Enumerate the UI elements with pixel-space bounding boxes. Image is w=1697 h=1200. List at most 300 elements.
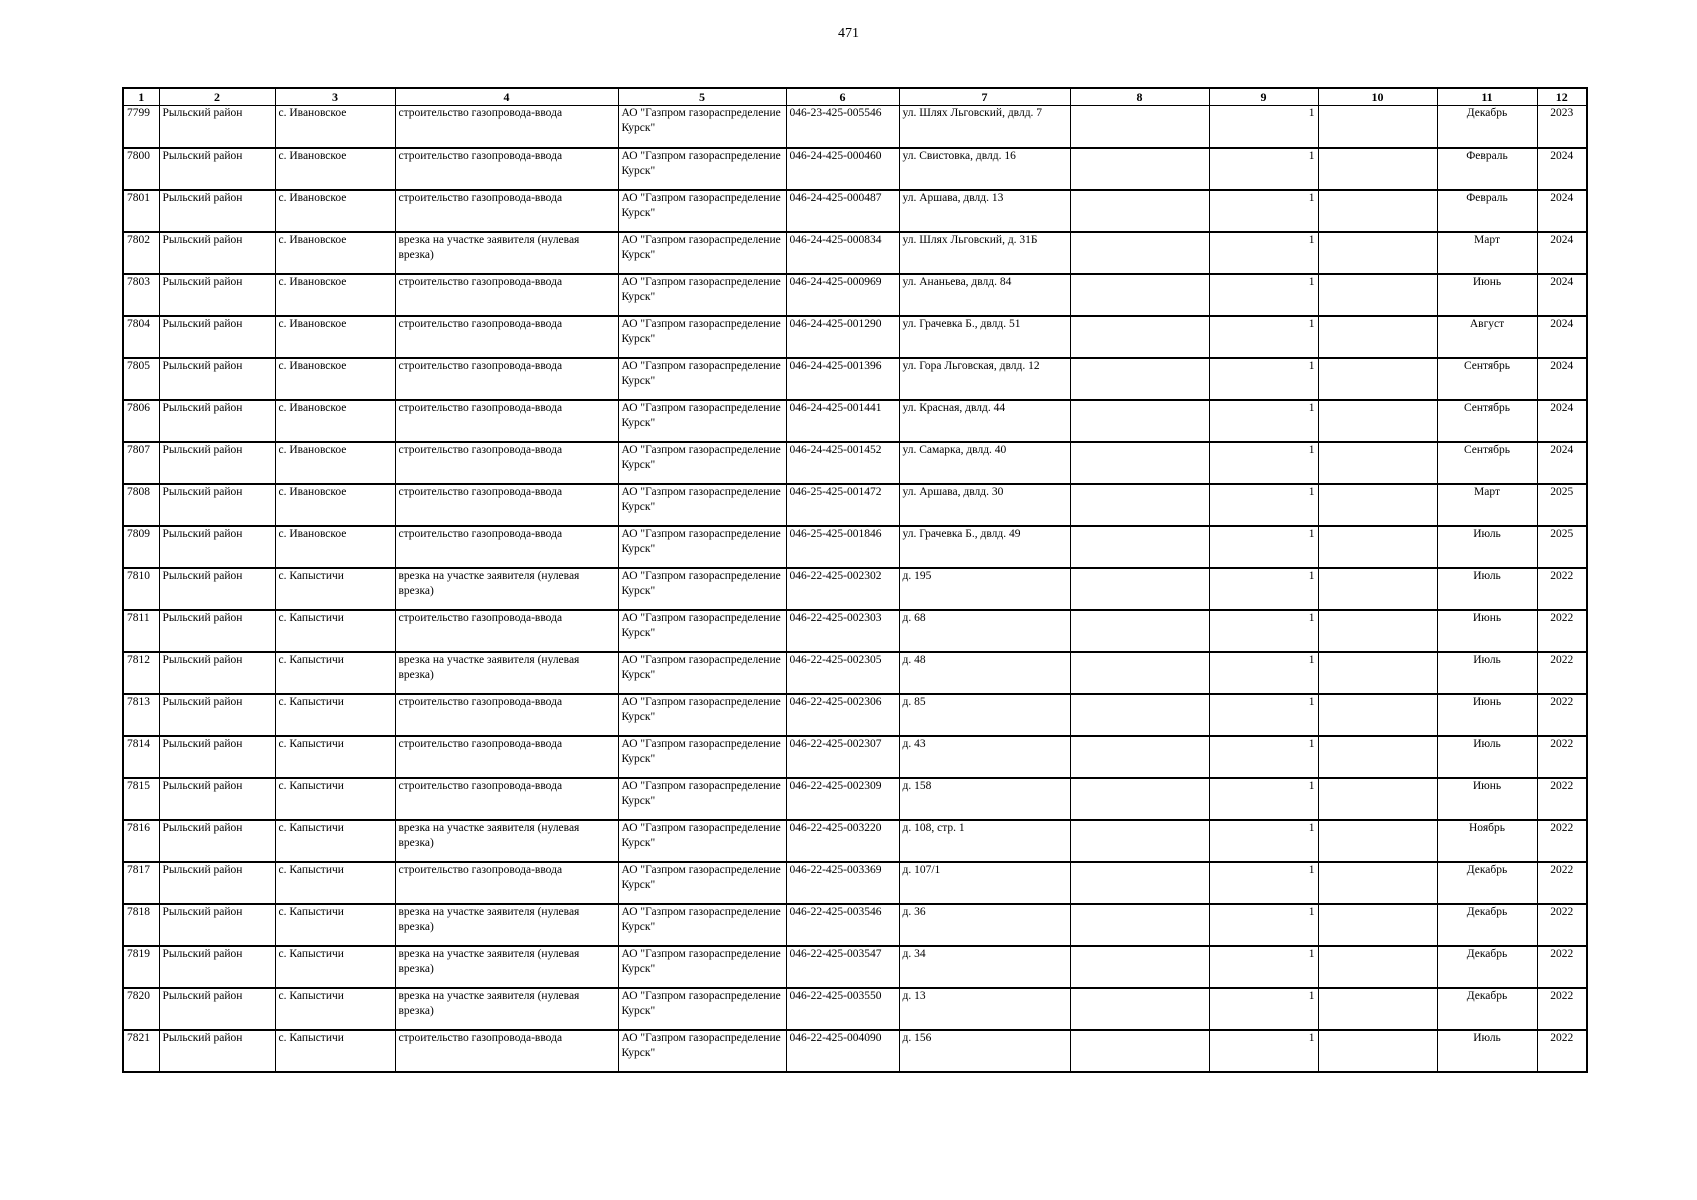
code-cell: 046-22-425-003369 xyxy=(786,862,899,904)
code-cell: 046-22-425-002303 xyxy=(786,610,899,652)
month-cell: Сентябрь xyxy=(1437,442,1537,484)
table-row xyxy=(123,904,1587,946)
column-header: 1 xyxy=(123,88,159,106)
organization-cell: АО "Газпром газораспределение Курск" xyxy=(618,274,786,316)
village-cell: с. Капыстичи xyxy=(275,736,395,778)
quantity-cell: 1 xyxy=(1209,358,1318,400)
table-row xyxy=(123,610,1587,652)
column-8-cell xyxy=(1070,274,1209,316)
work-type-cell: врезка на участке заявителя (нулевая врезка) xyxy=(395,988,618,1030)
table-row xyxy=(123,988,1587,1030)
table-row xyxy=(123,1030,1587,1072)
village-cell: с. Капыстичи xyxy=(275,694,395,736)
village-cell: с. Ивановское xyxy=(275,190,395,232)
table-row xyxy=(123,946,1587,988)
code-cell: 046-24-425-000834 xyxy=(786,232,899,274)
table-row xyxy=(123,820,1587,862)
month-cell: Июль xyxy=(1437,736,1537,778)
year-cell: 2024 xyxy=(1537,274,1587,316)
month-cell: Декабрь xyxy=(1437,106,1537,148)
table-row xyxy=(123,106,1587,148)
column-8-cell xyxy=(1070,1030,1209,1072)
month-cell: Февраль xyxy=(1437,148,1537,190)
table-row xyxy=(123,232,1587,274)
column-10-cell xyxy=(1318,232,1437,274)
row-number: 7803 xyxy=(123,274,159,316)
column-10-cell xyxy=(1318,862,1437,904)
year-cell: 2022 xyxy=(1537,1030,1587,1072)
district-cell: Рыльский район xyxy=(159,358,275,400)
month-cell: Сентябрь xyxy=(1437,400,1537,442)
year-cell: 2022 xyxy=(1537,694,1587,736)
register-table xyxy=(122,87,1588,1073)
column-8-cell xyxy=(1070,988,1209,1030)
column-header: 12 xyxy=(1537,88,1587,106)
column-8-cell xyxy=(1070,904,1209,946)
column-8-cell xyxy=(1070,442,1209,484)
year-cell: 2024 xyxy=(1537,316,1587,358)
code-cell: 046-22-425-003546 xyxy=(786,904,899,946)
month-cell: Март xyxy=(1437,484,1537,526)
table-row xyxy=(123,736,1587,778)
work-type-cell: врезка на участке заявителя (нулевая врезка) xyxy=(395,820,618,862)
column-8-cell xyxy=(1070,358,1209,400)
year-cell: 2022 xyxy=(1537,988,1587,1030)
quantity-cell: 1 xyxy=(1209,484,1318,526)
village-cell: с. Капыстичи xyxy=(275,568,395,610)
column-10-cell xyxy=(1318,484,1437,526)
village-cell: с. Ивановское xyxy=(275,232,395,274)
district-cell: Рыльский район xyxy=(159,904,275,946)
month-cell: Декабрь xyxy=(1437,946,1537,988)
village-cell: с. Ивановское xyxy=(275,400,395,442)
quantity-cell: 1 xyxy=(1209,106,1318,148)
column-header: 3 xyxy=(275,88,395,106)
address-cell: д. 108, стр. 1 xyxy=(899,820,1070,862)
column-10-cell xyxy=(1318,946,1437,988)
year-cell: 2022 xyxy=(1537,610,1587,652)
column-8-cell xyxy=(1070,652,1209,694)
row-number: 7809 xyxy=(123,526,159,568)
address-cell: д. 195 xyxy=(899,568,1070,610)
quantity-cell: 1 xyxy=(1209,568,1318,610)
code-cell: 046-22-425-002307 xyxy=(786,736,899,778)
column-8-cell xyxy=(1070,736,1209,778)
organization-cell: АО "Газпром газораспределение Курск" xyxy=(618,190,786,232)
code-cell: 046-24-425-000460 xyxy=(786,148,899,190)
organization-cell: АО "Газпром газораспределение Курск" xyxy=(618,484,786,526)
quantity-cell: 1 xyxy=(1209,652,1318,694)
month-cell: Март xyxy=(1437,232,1537,274)
code-cell: 046-22-425-003547 xyxy=(786,946,899,988)
address-cell: д. 85 xyxy=(899,694,1070,736)
address-cell: д. 158 xyxy=(899,778,1070,820)
year-cell: 2022 xyxy=(1537,778,1587,820)
column-8-cell xyxy=(1070,400,1209,442)
work-type-cell: строительство газопровода-ввода xyxy=(395,862,618,904)
organization-cell: АО "Газпром газораспределение Курск" xyxy=(618,988,786,1030)
code-cell: 046-22-425-002302 xyxy=(786,568,899,610)
page-number: 471 xyxy=(838,26,859,41)
year-cell: 2024 xyxy=(1537,148,1587,190)
column-10-cell xyxy=(1318,316,1437,358)
organization-cell: АО "Газпром газораспределение Курск" xyxy=(618,148,786,190)
column-10-cell xyxy=(1318,526,1437,568)
work-type-cell: строительство газопровода-ввода xyxy=(395,358,618,400)
work-type-cell: строительство газопровода-ввода xyxy=(395,526,618,568)
district-cell: Рыльский район xyxy=(159,526,275,568)
column-10-cell xyxy=(1318,778,1437,820)
organization-cell: АО "Газпром газораспределение Курск" xyxy=(618,694,786,736)
village-cell: с. Капыстичи xyxy=(275,988,395,1030)
organization-cell: АО "Газпром газораспределение Курск" xyxy=(618,232,786,274)
month-cell: Июль xyxy=(1437,526,1537,568)
work-type-cell: строительство газопровода-ввода xyxy=(395,316,618,358)
year-cell: 2022 xyxy=(1537,946,1587,988)
work-type-cell: строительство газопровода-ввода xyxy=(395,736,618,778)
organization-cell: АО "Газпром газораспределение Курск" xyxy=(618,820,786,862)
code-cell: 046-24-425-001441 xyxy=(786,400,899,442)
district-cell: Рыльский район xyxy=(159,148,275,190)
organization-cell: АО "Газпром газораспределение Курск" xyxy=(618,736,786,778)
address-cell: д. 156 xyxy=(899,1030,1070,1072)
table-row xyxy=(123,778,1587,820)
district-cell: Рыльский район xyxy=(159,694,275,736)
column-header: 7 xyxy=(899,88,1070,106)
row-number: 7800 xyxy=(123,148,159,190)
address-cell: ул. Самарка, двлд. 40 xyxy=(899,442,1070,484)
address-cell: ул. Грачевка Б., двлд. 49 xyxy=(899,526,1070,568)
quantity-cell: 1 xyxy=(1209,862,1318,904)
column-header: 11 xyxy=(1437,88,1537,106)
district-cell: Рыльский район xyxy=(159,610,275,652)
table-row xyxy=(123,484,1587,526)
organization-cell: АО "Газпром газораспределение Курск" xyxy=(618,904,786,946)
district-cell: Рыльский район xyxy=(159,946,275,988)
work-type-cell: строительство газопровода-ввода xyxy=(395,778,618,820)
year-cell: 2022 xyxy=(1537,820,1587,862)
row-number: 7806 xyxy=(123,400,159,442)
column-header: 9 xyxy=(1209,88,1318,106)
quantity-cell: 1 xyxy=(1209,232,1318,274)
code-cell: 046-22-425-002305 xyxy=(786,652,899,694)
work-type-cell: врезка на участке заявителя (нулевая врезка) xyxy=(395,946,618,988)
column-header: 8 xyxy=(1070,88,1209,106)
row-number: 7821 xyxy=(123,1030,159,1072)
row-number: 7820 xyxy=(123,988,159,1030)
year-cell: 2022 xyxy=(1537,652,1587,694)
year-cell: 2023 xyxy=(1537,106,1587,148)
village-cell: с. Ивановское xyxy=(275,358,395,400)
month-cell: Июнь xyxy=(1437,694,1537,736)
month-cell: Июль xyxy=(1437,568,1537,610)
column-8-cell xyxy=(1070,862,1209,904)
code-cell: 046-22-425-003220 xyxy=(786,820,899,862)
column-8-cell xyxy=(1070,526,1209,568)
code-cell: 046-25-425-001846 xyxy=(786,526,899,568)
column-8-cell xyxy=(1070,232,1209,274)
quantity-cell: 1 xyxy=(1209,736,1318,778)
month-cell: Декабрь xyxy=(1437,862,1537,904)
year-cell: 2025 xyxy=(1537,526,1587,568)
row-number: 7815 xyxy=(123,778,159,820)
address-cell: д. 48 xyxy=(899,652,1070,694)
year-cell: 2024 xyxy=(1537,358,1587,400)
table-row xyxy=(123,526,1587,568)
quantity-cell: 1 xyxy=(1209,1030,1318,1072)
column-8-cell xyxy=(1070,610,1209,652)
row-number: 7808 xyxy=(123,484,159,526)
code-cell: 046-22-425-002306 xyxy=(786,694,899,736)
village-cell: с. Капыстичи xyxy=(275,946,395,988)
code-cell: 046-22-425-004090 xyxy=(786,1030,899,1072)
organization-cell: АО "Газпром газораспределение Курск" xyxy=(618,316,786,358)
table-row xyxy=(123,862,1587,904)
quantity-cell: 1 xyxy=(1209,442,1318,484)
village-cell: с. Капыстичи xyxy=(275,904,395,946)
code-cell: 046-24-425-000969 xyxy=(786,274,899,316)
address-cell: ул. Шлях Льговский, двлд. 7 xyxy=(899,106,1070,148)
work-type-cell: врезка на участке заявителя (нулевая врезка) xyxy=(395,232,618,274)
organization-cell: АО "Газпром газораспределение Курск" xyxy=(618,1030,786,1072)
column-8-cell xyxy=(1070,946,1209,988)
village-cell: с. Ивановское xyxy=(275,316,395,358)
column-header: 6 xyxy=(786,88,899,106)
row-number: 7799 xyxy=(123,106,159,148)
quantity-cell: 1 xyxy=(1209,526,1318,568)
row-number: 7804 xyxy=(123,316,159,358)
table-row xyxy=(123,568,1587,610)
code-cell: 046-22-425-002309 xyxy=(786,778,899,820)
table-row xyxy=(123,274,1587,316)
column-10-cell xyxy=(1318,148,1437,190)
row-number: 7812 xyxy=(123,652,159,694)
quantity-cell: 1 xyxy=(1209,148,1318,190)
address-cell: ул. Свистовка, двлд. 16 xyxy=(899,148,1070,190)
work-type-cell: врезка на участке заявителя (нулевая врезка) xyxy=(395,652,618,694)
column-10-cell xyxy=(1318,610,1437,652)
address-cell: д. 36 xyxy=(899,904,1070,946)
table-row xyxy=(123,694,1587,736)
month-cell: Февраль xyxy=(1437,190,1537,232)
address-cell: д. 34 xyxy=(899,946,1070,988)
address-cell: д. 107/1 xyxy=(899,862,1070,904)
organization-cell: АО "Газпром газораспределение Курск" xyxy=(618,568,786,610)
district-cell: Рыльский район xyxy=(159,232,275,274)
village-cell: с. Капыстичи xyxy=(275,1030,395,1072)
village-cell: с. Ивановское xyxy=(275,274,395,316)
organization-cell: АО "Газпром газораспределение Курск" xyxy=(618,862,786,904)
table-row xyxy=(123,400,1587,442)
year-cell: 2024 xyxy=(1537,232,1587,274)
address-cell: ул. Аршава, двлд. 13 xyxy=(899,190,1070,232)
district-cell: Рыльский район xyxy=(159,778,275,820)
code-cell: 046-24-425-001290 xyxy=(786,316,899,358)
row-number: 7818 xyxy=(123,904,159,946)
work-type-cell: строительство газопровода-ввода xyxy=(395,484,618,526)
work-type-cell: врезка на участке заявителя (нулевая врезка) xyxy=(395,568,618,610)
year-cell: 2024 xyxy=(1537,442,1587,484)
month-cell: Декабрь xyxy=(1437,988,1537,1030)
year-cell: 2024 xyxy=(1537,190,1587,232)
district-cell: Рыльский район xyxy=(159,652,275,694)
year-cell: 2024 xyxy=(1537,400,1587,442)
table-row xyxy=(123,190,1587,232)
quantity-cell: 1 xyxy=(1209,316,1318,358)
row-number: 7801 xyxy=(123,190,159,232)
address-cell: д. 13 xyxy=(899,988,1070,1030)
column-8-cell xyxy=(1070,778,1209,820)
organization-cell: АО "Газпром газораспределение Курск" xyxy=(618,652,786,694)
table-row xyxy=(123,442,1587,484)
month-cell: Июль xyxy=(1437,1030,1537,1072)
year-cell: 2022 xyxy=(1537,736,1587,778)
district-cell: Рыльский район xyxy=(159,484,275,526)
column-8-cell xyxy=(1070,148,1209,190)
column-8-cell xyxy=(1070,820,1209,862)
code-cell: 046-24-425-000487 xyxy=(786,190,899,232)
month-cell: Июнь xyxy=(1437,610,1537,652)
district-cell: Рыльский район xyxy=(159,400,275,442)
row-number: 7813 xyxy=(123,694,159,736)
column-header: 5 xyxy=(618,88,786,106)
organization-cell: АО "Газпром газораспределение Курск" xyxy=(618,358,786,400)
address-cell: ул. Ананьева, двлд. 84 xyxy=(899,274,1070,316)
district-cell: Рыльский район xyxy=(159,1030,275,1072)
month-cell: Ноябрь xyxy=(1437,820,1537,862)
row-number: 7811 xyxy=(123,610,159,652)
table-row xyxy=(123,652,1587,694)
column-10-cell xyxy=(1318,1030,1437,1072)
column-10-cell xyxy=(1318,652,1437,694)
work-type-cell: строительство газопровода-ввода xyxy=(395,148,618,190)
village-cell: с. Капыстичи xyxy=(275,820,395,862)
column-10-cell xyxy=(1318,736,1437,778)
column-8-cell xyxy=(1070,484,1209,526)
village-cell: с. Ивановское xyxy=(275,148,395,190)
district-cell: Рыльский район xyxy=(159,862,275,904)
organization-cell: АО "Газпром газораспределение Курск" xyxy=(618,400,786,442)
row-number: 7807 xyxy=(123,442,159,484)
quantity-cell: 1 xyxy=(1209,904,1318,946)
organization-cell: АО "Газпром газораспределение Курск" xyxy=(618,442,786,484)
column-8-cell xyxy=(1070,106,1209,148)
month-cell: Декабрь xyxy=(1437,904,1537,946)
address-cell: д. 43 xyxy=(899,736,1070,778)
row-number: 7814 xyxy=(123,736,159,778)
district-cell: Рыльский район xyxy=(159,190,275,232)
quantity-cell: 1 xyxy=(1209,820,1318,862)
quantity-cell: 1 xyxy=(1209,610,1318,652)
work-type-cell: строительство газопровода-ввода xyxy=(395,694,618,736)
code-cell: 046-25-425-001472 xyxy=(786,484,899,526)
village-cell: с. Ивановское xyxy=(275,442,395,484)
address-cell: ул. Аршава, двлд. 30 xyxy=(899,484,1070,526)
district-cell: Рыльский район xyxy=(159,820,275,862)
quantity-cell: 1 xyxy=(1209,946,1318,988)
row-number: 7816 xyxy=(123,820,159,862)
row-number: 7819 xyxy=(123,946,159,988)
year-cell: 2022 xyxy=(1537,568,1587,610)
column-10-cell xyxy=(1318,400,1437,442)
village-cell: с. Ивановское xyxy=(275,526,395,568)
village-cell: с. Капыстичи xyxy=(275,610,395,652)
year-cell: 2022 xyxy=(1537,862,1587,904)
column-8-cell xyxy=(1070,568,1209,610)
work-type-cell: врезка на участке заявителя (нулевая врезка) xyxy=(395,904,618,946)
village-cell: с. Капыстичи xyxy=(275,862,395,904)
column-10-cell xyxy=(1318,904,1437,946)
year-cell: 2025 xyxy=(1537,484,1587,526)
header-row xyxy=(123,88,1587,106)
village-cell: с. Капыстичи xyxy=(275,652,395,694)
quantity-cell: 1 xyxy=(1209,400,1318,442)
code-cell: 046-23-425-005546 xyxy=(786,106,899,148)
column-10-cell xyxy=(1318,274,1437,316)
row-number: 7802 xyxy=(123,232,159,274)
village-cell: с. Капыстичи xyxy=(275,778,395,820)
address-cell: ул. Гора Льговская, двлд. 12 xyxy=(899,358,1070,400)
column-10-cell xyxy=(1318,358,1437,400)
month-cell: Июнь xyxy=(1437,778,1537,820)
column-10-cell xyxy=(1318,190,1437,232)
year-cell: 2022 xyxy=(1537,904,1587,946)
code-cell: 046-24-425-001396 xyxy=(786,358,899,400)
column-header: 4 xyxy=(395,88,618,106)
column-10-cell xyxy=(1318,988,1437,1030)
table-row xyxy=(123,316,1587,358)
column-8-cell xyxy=(1070,694,1209,736)
column-10-cell xyxy=(1318,568,1437,610)
district-cell: Рыльский район xyxy=(159,316,275,358)
work-type-cell: строительство газопровода-ввода xyxy=(395,442,618,484)
work-type-cell: строительство газопровода-ввода xyxy=(395,274,618,316)
work-type-cell: строительство газопровода-ввода xyxy=(395,400,618,442)
quantity-cell: 1 xyxy=(1209,190,1318,232)
district-cell: Рыльский район xyxy=(159,274,275,316)
column-10-cell xyxy=(1318,442,1437,484)
row-number: 7817 xyxy=(123,862,159,904)
district-cell: Рыльский район xyxy=(159,106,275,148)
column-10-cell xyxy=(1318,106,1437,148)
table-body xyxy=(123,106,1587,1072)
address-cell: ул. Красная, двлд. 44 xyxy=(899,400,1070,442)
quantity-cell: 1 xyxy=(1209,694,1318,736)
district-cell: Рыльский район xyxy=(159,442,275,484)
column-10-cell xyxy=(1318,820,1437,862)
village-cell: с. Ивановское xyxy=(275,106,395,148)
table-row xyxy=(123,358,1587,400)
row-number: 7810 xyxy=(123,568,159,610)
month-cell: Июнь xyxy=(1437,274,1537,316)
column-8-cell xyxy=(1070,190,1209,232)
quantity-cell: 1 xyxy=(1209,988,1318,1030)
row-number: 7805 xyxy=(123,358,159,400)
code-cell: 046-22-425-003550 xyxy=(786,988,899,1030)
work-type-cell: строительство газопровода-ввода xyxy=(395,1030,618,1072)
month-cell: Сентябрь xyxy=(1437,358,1537,400)
organization-cell: АО "Газпром газораспределение Курск" xyxy=(618,526,786,568)
address-cell: ул. Шлях Льговский, д. 31Б xyxy=(899,232,1070,274)
district-cell: Рыльский район xyxy=(159,568,275,610)
district-cell: Рыльский район xyxy=(159,988,275,1030)
column-header: 2 xyxy=(159,88,275,106)
work-type-cell: строительство газопровода-ввода xyxy=(395,610,618,652)
table-row xyxy=(123,148,1587,190)
code-cell: 046-24-425-001452 xyxy=(786,442,899,484)
organization-cell: АО "Газпром газораспределение Курск" xyxy=(618,778,786,820)
column-8-cell xyxy=(1070,316,1209,358)
